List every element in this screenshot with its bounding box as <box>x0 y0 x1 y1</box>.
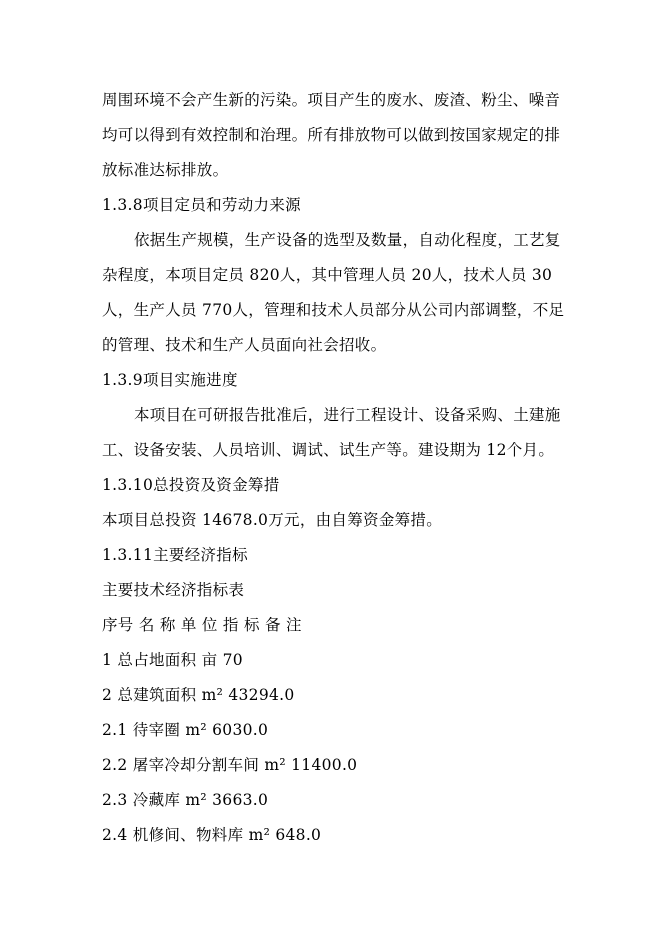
paragraph-env-line-3: 放标准达标排放。 <box>102 161 229 179</box>
section-138-line-3: 人，生产人员 770人，管理和技术人员部分从公司内部调整，不足 <box>102 301 565 319</box>
section-139-line-1: 本项目在可研报告批准后，进行工程设计、设备采购、土建施 <box>134 406 561 424</box>
table-row: 1 总占地面积 亩 70 <box>102 651 243 669</box>
table-title: 主要技术经济指标表 <box>102 581 245 599</box>
table-row: 2.1 待宰圈 m² 6030.0 <box>102 721 269 739</box>
table-row: 2.2 屠宰冷却分割车间 m² 11400.0 <box>102 756 358 774</box>
section-138-line-1: 依据生产规模，生产设备的选型及数量，自动化程度，工艺复 <box>134 231 561 249</box>
section-138-line-2: 杂程度，本项目定员 820人，其中管理人员 20人，技术人员 30 <box>102 266 553 284</box>
table-row: 2 总建筑面积 m² 43294.0 <box>102 686 295 704</box>
section-1311-heading: 1.3.11主要经济指标 <box>102 546 248 564</box>
table-row: 2.3 冷藏库 m² 3663.0 <box>102 791 269 809</box>
paragraph-env-line-2: 均可以得到有效控制和治理。所有排放物可以做到按国家规定的排 <box>102 126 561 144</box>
section-139-line-2: 工、设备安装、人员培训、调试、试生产等。建设期为 12个月。 <box>102 441 555 459</box>
section-138-heading: 1.3.8项目定员和劳动力来源 <box>102 196 301 214</box>
paragraph-env-line-1: 周围环境不会产生新的污染。项目产生的废水、废渣、粉尘、噪音 <box>102 91 561 109</box>
section-139-heading: 1.3.9项目实施进度 <box>102 371 238 389</box>
table-row: 2.4 机修间、物料库 m² 648.0 <box>102 826 322 844</box>
section-1310-line-1: 本项目总投资 14678.0万元，由自筹资金筹措。 <box>102 511 443 529</box>
table-header: 序号 名 称 单 位 指 标 备 注 <box>102 616 302 634</box>
section-1310-heading: 1.3.10总投资及资金筹措 <box>102 476 280 494</box>
section-138-line-4: 的管理、技术和生产人员面向社会招收。 <box>102 336 387 354</box>
